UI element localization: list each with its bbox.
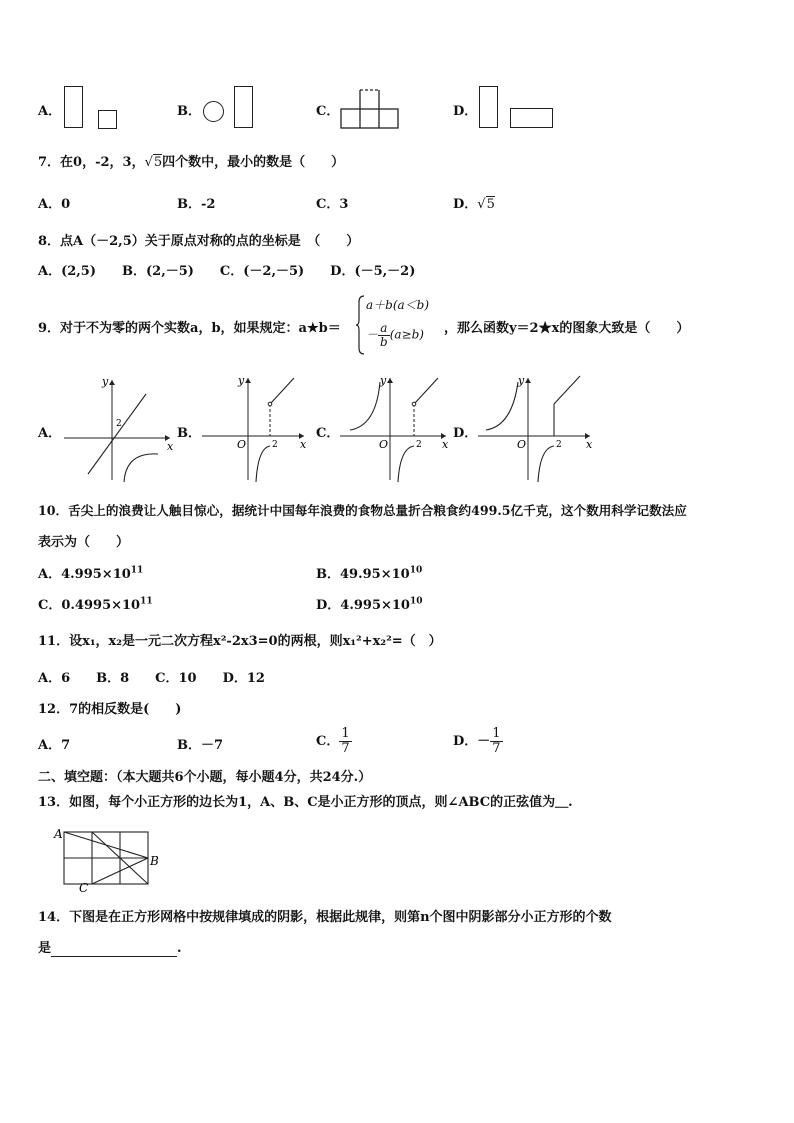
- q12-option-c-fraction: [339, 727, 351, 755]
- q10-option-d-label: D．: [316, 598, 341, 613]
- q12-option-c-num: 1: [341, 726, 350, 742]
- q10-option-b-base: 49.95×10: [340, 567, 410, 582]
- q12-option-c-den: 7: [341, 741, 350, 756]
- q10-option-c-label: C．: [38, 598, 62, 613]
- q8-stem: 8．点A（－2,5）关于原点对称的点的坐标是 （ ）: [38, 234, 360, 249]
- q12-option-d-label: D．: [453, 734, 478, 749]
- q7-option-a-label: A．: [38, 197, 62, 212]
- q9-graph-d: [476, 372, 598, 484]
- q14-stem-line2-pre: 是: [38, 941, 52, 956]
- q9-piece2-sign: －: [366, 327, 379, 342]
- q10-stem-line2: 表示为（ ）: [38, 535, 130, 550]
- q12-option-a[interactable]: [38, 734, 70, 753]
- q7-stem-pre: 7．在0，-2，3，: [38, 155, 145, 170]
- q7-option-b-label: B．: [177, 197, 201, 212]
- q7-stem: [38, 151, 344, 170]
- q9-piece2-fraction: [378, 322, 390, 348]
- q7-sqrt-radicand: 5: [153, 155, 163, 170]
- q8-options[interactable]: A．(2,5) B．(2,－5) C．(－2,－5) D．(－5,－2): [38, 264, 416, 279]
- q13-label-b: B: [150, 854, 159, 868]
- q9-c-tick-2: 2: [416, 440, 422, 450]
- q7-option-d[interactable]: [453, 193, 495, 212]
- q12-option-d[interactable]: [453, 722, 503, 762]
- q9-b-y-label: y: [238, 374, 245, 387]
- q6-d-wide-rect: [510, 108, 553, 128]
- q7-option-c-text: 3: [339, 197, 349, 212]
- q9-d-y-label: y: [518, 374, 525, 387]
- q12-option-b-label: B．: [177, 738, 201, 753]
- q12-option-c[interactable]: [316, 722, 352, 762]
- q6-a-square: [98, 110, 117, 129]
- q11-stem: 11．设x₁，x₂是一元二次方程x²-2x3=0的两根，则x₁²+x₂²=（ ）: [38, 634, 442, 649]
- q12-option-b[interactable]: [177, 734, 223, 753]
- q10-option-b-label: B．: [316, 567, 340, 582]
- q12-option-d-sign: －: [477, 734, 491, 749]
- q6-a-tall-rect: [64, 86, 83, 128]
- q6-c-front-view: [340, 88, 400, 130]
- q9-a-y-label: y: [102, 375, 109, 388]
- q12-option-d-num: 1: [492, 726, 501, 742]
- q6-option-d-label[interactable]: D．: [453, 104, 478, 119]
- q6-d-tall-rect: [479, 86, 498, 128]
- q9-piece2-cond: (a≥b): [389, 327, 424, 342]
- q9-piece2-den: b: [380, 334, 388, 349]
- q9-option-d-label[interactable]: D．: [453, 426, 478, 441]
- q12-option-a-text: 7: [61, 738, 71, 753]
- section2-title: 二、填空题：（本大题共6个小题，每小题4分，共24分.）: [38, 770, 372, 785]
- q7-stem-post: 四个数中，最小的数是（ ）: [162, 155, 345, 170]
- q12-option-a-label: A．: [38, 738, 62, 753]
- q9-c-x-label: x: [442, 438, 449, 451]
- q10-option-a-label: A．: [38, 567, 62, 582]
- q9-piece1: a＋b(a＜b): [366, 298, 430, 312]
- q9-option-b-label[interactable]: B．: [177, 426, 201, 441]
- q13-grid-figure: [52, 826, 170, 894]
- q10-option-c[interactable]: [38, 594, 153, 613]
- q9-d-tick-2: 2: [556, 440, 562, 450]
- q10-option-b-exp: 10: [409, 565, 423, 576]
- q10-option-a-base: 4.995×10: [61, 567, 131, 582]
- q12-option-b-text: －7: [201, 738, 224, 753]
- q10-option-d-exp: 10: [409, 596, 423, 607]
- q7-option-a[interactable]: [38, 193, 70, 212]
- q13-label-c: C: [79, 881, 89, 895]
- q7-option-c-label: C．: [316, 197, 340, 212]
- q9-a-x-label: x: [167, 440, 174, 453]
- q14-answer-blank[interactable]: [51, 941, 177, 957]
- q9-c-y-label: y: [380, 374, 387, 387]
- q10-option-c-base: 0.4995×10: [61, 598, 141, 613]
- q9-graph-c: [338, 372, 454, 484]
- q7-option-b[interactable]: [177, 193, 215, 212]
- q9-option-c-label[interactable]: C．: [316, 426, 340, 441]
- q6-b-circle: [203, 101, 224, 122]
- q10-option-c-exp: 11: [140, 596, 153, 607]
- q10-option-d[interactable]: [316, 594, 423, 613]
- q9-d-x-label: x: [586, 438, 593, 451]
- q6-option-b-label[interactable]: B．: [177, 104, 201, 119]
- q9-c-origin: O: [379, 438, 389, 451]
- q10-option-b[interactable]: [316, 563, 422, 582]
- q7-option-c[interactable]: [316, 193, 348, 212]
- q9-b-x-label: x: [300, 438, 307, 451]
- q12-option-d-fraction: [490, 727, 502, 755]
- q9-b-origin: O: [237, 438, 247, 451]
- q9-graph-b: [200, 372, 310, 484]
- q7-option-b-text: -2: [201, 197, 216, 212]
- q9-graph-a: [62, 372, 178, 484]
- q13-label-a: A: [54, 827, 63, 841]
- q6-b-tall-rect: [234, 86, 253, 128]
- q7-option-d-radicand: 5: [486, 197, 495, 212]
- q7-sqrt: √5: [144, 155, 163, 170]
- q7-option-d-label: D．: [453, 197, 478, 212]
- q9-option-a-label[interactable]: A．: [38, 426, 62, 441]
- q9-piece2-num: a: [378, 322, 390, 336]
- q6-option-a-label[interactable]: A．: [38, 104, 62, 119]
- q10-option-d-base: 4.995×10: [340, 598, 410, 613]
- q12-option-d-den: 7: [492, 741, 501, 756]
- q9-piece2: [366, 322, 424, 348]
- q14-stem-line2: [38, 937, 182, 957]
- q6-option-c-label[interactable]: C．: [316, 104, 340, 119]
- q14-stem-line1: 14．下图是在正方形网格中按规律填成的阴影，根据此规律，则第n个图中阴影部分小正方形的个数: [38, 910, 612, 925]
- q10-stem-line1: 10．舌尖上的浪费让人触目惊心，据统计中国每年浪费的食物总量折合粮食约499.5亿千克，这个数用科学记数法应: [38, 503, 687, 518]
- q12-stem: 12．7的相反数是( ): [38, 702, 182, 717]
- q12-option-c-label: C．: [316, 734, 340, 749]
- q9-b-tick-2: 2: [272, 440, 278, 450]
- q9-stem-pre: 9．对于不为零的两个实数a，b，如果规定：a★b＝: [38, 321, 341, 336]
- q10-option-a[interactable]: [38, 563, 143, 582]
- q7-option-a-text: 0: [61, 197, 71, 212]
- q9-brace: [356, 294, 366, 356]
- q9-stem-post: ，那么函数y＝2★x的图象大致是（ ）: [444, 321, 690, 336]
- q14-stem-line2-post: .: [177, 941, 182, 956]
- q10-option-a-exp: 11: [130, 565, 144, 576]
- q9-a-tick-2: 2: [116, 419, 122, 429]
- q13-stem: 13．如图，每个小正方形的边长为1，A、B、C是小正方形的顶点，则∠ABC的正弦值为＿.: [38, 795, 573, 810]
- q7-option-d-sqrt: √5: [477, 197, 495, 212]
- q9-d-origin: O: [517, 438, 527, 451]
- q11-options[interactable]: A．6 B．8 C．10 D．12: [38, 671, 265, 686]
